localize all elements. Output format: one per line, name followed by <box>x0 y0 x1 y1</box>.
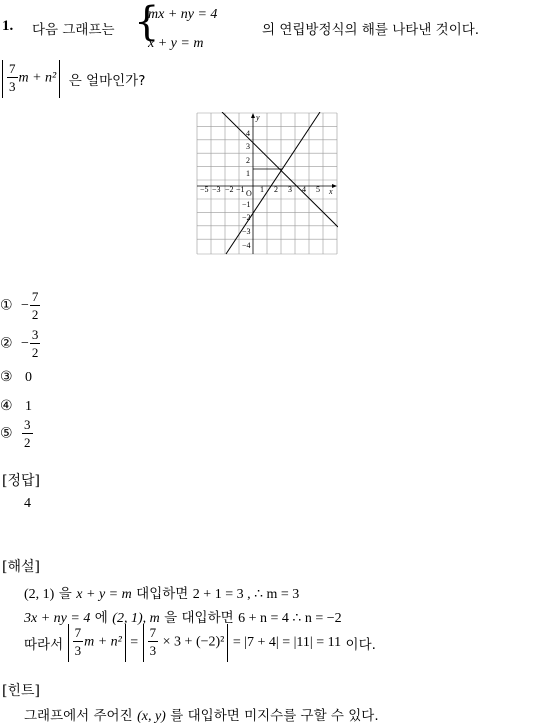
solution-line-3: 따라서 $\frac{7}{3}$ m + n² = $\frac{7}{3}$ × 3 + (−2)² = |7 + 4| = |11| = 11 이다. <box>24 624 376 662</box>
svg-text:5: 5 <box>316 185 320 194</box>
graph-line-mx-ny <box>226 112 320 254</box>
graph-line-x-plus-y <box>222 112 338 227</box>
svg-text:1: 1 <box>260 185 264 194</box>
svg-text:−5: −5 <box>200 185 209 194</box>
svg-text:−2: −2 <box>225 185 234 194</box>
solution-line-1: (2, 1) 을 x + y = m 대입하면 2 + 1 = 3 , ∴ m = 3 <box>24 586 300 602</box>
equation-2: x + y = m <box>148 36 204 51</box>
question-text-b: 의 연립방정식의 해를 나타낸 것이다. <box>262 22 480 38</box>
hint-label: [힌트] <box>2 683 40 699</box>
origin-label: O <box>246 189 252 198</box>
question-text-a: 다음 그래프는 <box>32 22 115 38</box>
svg-text:3: 3 <box>288 185 292 194</box>
question-number: 1. <box>2 18 14 34</box>
svg-text:2: 2 <box>274 185 278 194</box>
question-expression: $\frac{7}{3}$ m + n² 은 얼마인가? <box>2 60 145 98</box>
svg-text:4: 4 <box>302 185 306 194</box>
choice-1[interactable]: ① − $\frac{7}{2}$ <box>0 289 39 322</box>
equation-1: mx + ny = 4 <box>148 7 218 22</box>
choice-4[interactable]: ④ 1 <box>0 398 33 414</box>
svg-text:−3: −3 <box>242 227 251 236</box>
choice-3[interactable]: ③ 0 <box>0 369 33 385</box>
choice-2[interactable]: ② − $\frac{3}{2}$ <box>0 327 39 360</box>
svg-text:4: 4 <box>246 129 250 138</box>
svg-text:−4: −4 <box>242 241 251 250</box>
solution-line-2: 3x + ny = 4 에 (2, 1), m 을 대입하면 6 + n = 4 ∴ n = −2 <box>24 610 342 626</box>
svg-text:2: 2 <box>246 156 250 165</box>
svg-text:1: 1 <box>246 169 250 178</box>
svg-text:−1: −1 <box>242 200 251 209</box>
solution-label: [해설] <box>2 559 40 575</box>
hint-text: 그래프에서 주어진 (x, y) 를 대입하면 미지수를 구할 수 있다. <box>24 708 379 724</box>
system-brace: { <box>134 0 160 45</box>
svg-text:3: 3 <box>246 142 250 151</box>
answer-value: 4 <box>24 496 31 511</box>
x-axis-label: x <box>329 187 333 196</box>
svg-text:−3: −3 <box>212 185 221 194</box>
svg-text:−2: −2 <box>242 213 251 222</box>
coordinate-graph <box>196 112 338 256</box>
y-axis-label: y <box>256 113 260 122</box>
svg-text:−1: −1 <box>236 185 245 194</box>
choice-5[interactable]: ⑤ $\frac{3}{2}$ <box>0 417 31 450</box>
answer-label: [정답] <box>2 473 40 489</box>
